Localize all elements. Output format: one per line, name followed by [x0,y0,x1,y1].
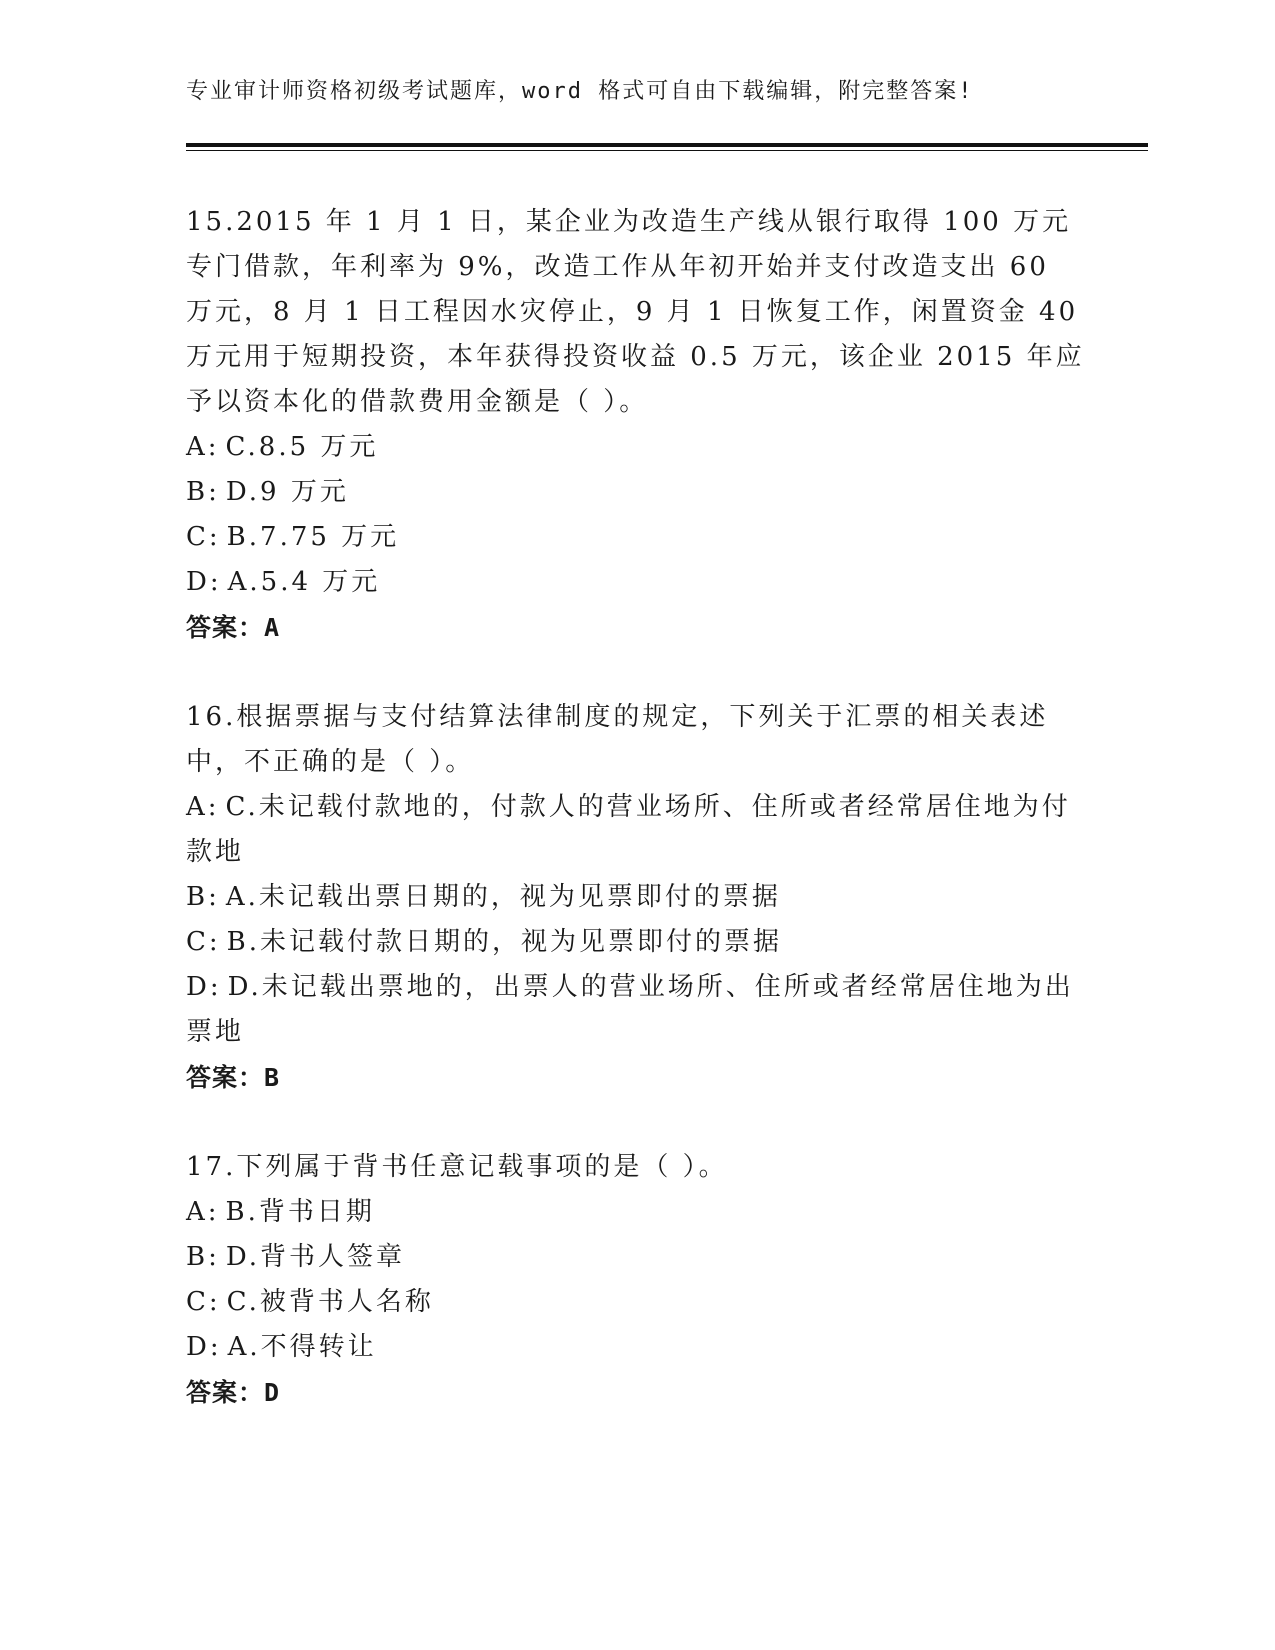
question-16 [186,695,1086,1100]
option-key: C: [186,927,221,957]
question-stem: 15.2015 年 1 月 1 日，某企业为改造生产线从银行取得 100 万元专门借款，年利率为 9%，改造工作从年初开始并支付改造支出 60 万元，8 月 1 日工程因水灾停止，9 月 1 日恢复工作，闲置资金 40 万元用于短期投资，本年获得投资收益 0.5 万元，该企业 2015 年应予以资本化的借款费用金额是（ ）。 [186,207,1085,417]
option-key: B: [186,882,220,912]
option-text: D.9 万元 [225,477,349,507]
answer-line: 答案：A [186,613,281,642]
option-c [186,515,1086,560]
option-text: B.7.75 万元 [226,522,400,552]
page-header-title: 专业审计师资格初级考试题库，word 格式可自由下载编辑，附完整答案! [186,79,974,104]
option-a [186,785,1086,875]
option-key: D: [186,567,222,597]
option-text: D.背书人签章 [225,1242,406,1272]
option-text: C.8.5 万元 [225,432,379,462]
option-b [186,1235,1086,1280]
question-stem: 17.下列属于背书任意记载事项的是（ ）。 [186,1152,728,1182]
option-d [186,560,1086,605]
option-key: D: [186,972,222,1002]
option-key: A: [186,792,220,822]
question-17 [186,1145,1086,1415]
question-15 [186,200,1086,650]
option-key: C: [186,522,221,552]
option-text: C.被背书人名称 [226,1287,434,1317]
option-key: B: [186,477,220,507]
option-text: B.未记载付款日期的，视为见票即付的票据 [226,927,783,957]
option-text: A.未记载出票日期的，视为见票即付的票据 [225,882,781,912]
option-text: B.背书日期 [225,1197,375,1227]
option-key: A: [186,432,220,462]
answer-line: 答案：D [186,1378,281,1407]
option-d [186,965,1086,1055]
option-key: A: [186,1197,220,1227]
answer-line: 答案：B [186,1063,281,1092]
option-c [186,920,1086,965]
option-text: D.未记载出票地的，出票人的营业场所、住所或者经常居住地为出票地 [186,972,1074,1047]
question-stem: 16.根据票据与支付结算法律制度的规定，下列关于汇票的相关表述中，不正确的是（ ）。 [186,702,1049,777]
option-key: B: [186,1242,220,1272]
option-d [186,1325,1086,1370]
header-divider-thin [186,150,1148,151]
header-divider [186,143,1148,147]
option-c [186,1280,1086,1325]
option-key: C: [186,1287,221,1317]
option-text: A.5.4 万元 [227,567,381,597]
option-a [186,1190,1086,1235]
option-key: D: [186,1332,222,1362]
option-a [186,425,1086,470]
option-text: C.未记载付款地的，付款人的营业场所、住所或者经常居住地为付款地 [186,792,1071,867]
option-b [186,875,1086,920]
question-list [186,200,1086,1460]
option-b [186,470,1086,515]
option-text: A.不得转让 [227,1332,377,1362]
